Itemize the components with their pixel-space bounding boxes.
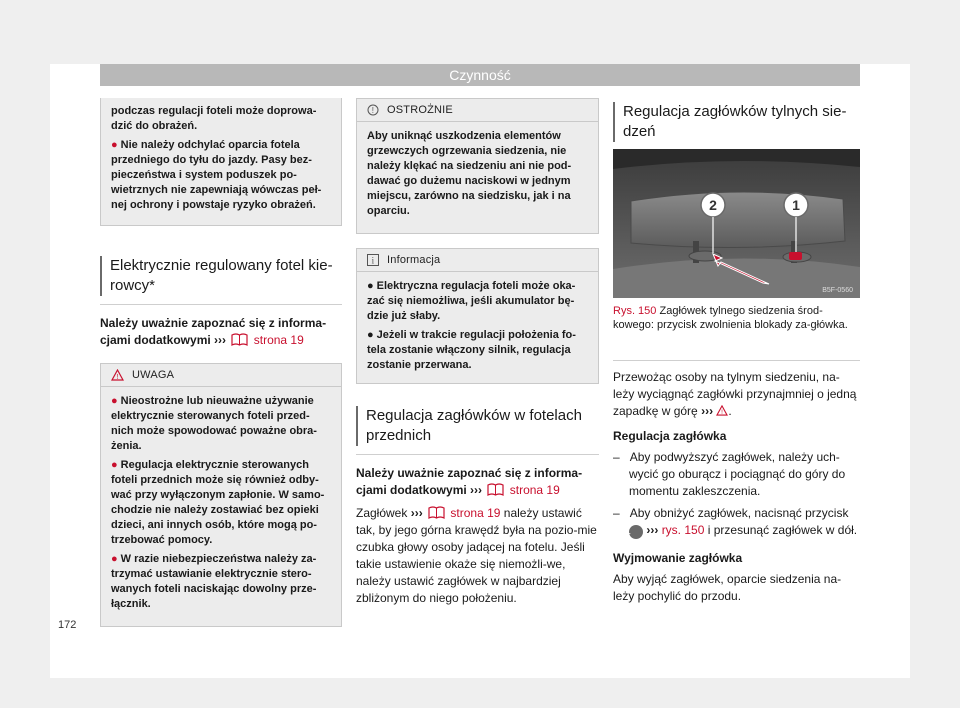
warning-triangle-icon [111,369,124,381]
link-figure-150[interactable]: rys. 150 [661,523,705,537]
caution-title: OSTROŻNIE [387,104,453,116]
info-header [357,249,598,272]
warning-triangle-icon [716,405,728,416]
info-box [356,248,599,384]
warning-continuation-text: podczas regulacji foteli może doprowa- dzić do obrażeń. [111,105,317,132]
warning-bullet: ● Regulacja elektrycznie sterowanych foteli przednich może się również odby-wać przy wyłączonym zapłonie. W samo-chodzie nie należy zostawiać bez opieki dzieci, ani innych osób, które mogą po-trzebować pomocy. [111,459,325,546]
front-headrest-paragraph: Zagłówek ››› strona 19 należy ustawić tak, by jego górna krawędź była na pozio-mie czubka głowy osoby jadącej na fotelu. Jeśli takie ustawienie okaże się niemożli-we, należy ustawić zagłówek w najbardziej zbliżonym do niego położeniu. [356,506,597,605]
figure-code: B5F-0560 [822,287,853,294]
warning-box [100,363,342,627]
figure-caption: Rys. 150 Zagłówek tylnego siedzenia środ-kowego: przycisk zwolnienia blokady za-główka. [613,305,848,331]
link-page-19[interactable]: strona 19 [450,506,501,520]
column-1 [100,98,342,627]
section-title-front-headrests: Regulacja zagłówków w fotelach przednich [356,406,599,446]
warning-continuation-box [100,98,342,226]
section-title-rear-headrests: Regulacja zagłówków tylnych sie- dzeń [613,102,860,142]
book-icon [487,483,504,496]
caption-label: Rys. 150 [613,305,657,317]
column-3-text [613,360,860,605]
svg-text:!: ! [116,373,119,381]
step-raise: – Aby podwyższyć zagłówek, należy uch-wycić go oburącz i pociągnąć do góry do momentu zakleszczenia. [613,450,846,498]
callout-1: 1 [792,197,800,213]
reference-text: Należy uważnie zapoznać się z informa-cjami dodatkowymi ››› strona 19 [100,316,327,347]
page-number: 172 [58,619,77,631]
info-bullet: ● Jeżeli w trakcie regulacji położenia fo-tela zostanie włączony silnik, regulacja zostanie przerwana. [367,329,576,371]
button-1-marker: 1 [629,525,643,539]
subheading-adjust: Regulacja zagłówka [613,429,727,443]
info-icon [367,254,379,266]
callout-2: 2 [709,197,717,213]
caution-box [356,98,599,234]
link-page-19[interactable]: strona 19 [509,483,560,497]
headrest-illustration [613,149,860,298]
warning-bullet: ● W razie niebezpieczeństwa należy za-trzymać ustawianie elektrycznie stero-wanych foteli naciskając dowolny prze-łącznik. [111,553,317,610]
caution-text: Aby uniknąć uszkodzenia elementów grzewczych ogrzewania siedzenia, nie należy klękać na siedzeniu ani nie pod-dawać go dużemu naciskowi w jednym miejscu, zarówno na siedzisku, jak i na oparciu. [367,130,572,217]
remove-paragraph: Aby wyjąć zagłówek, oparcie siedzenia na-leży pochylić do przodu. [613,572,842,603]
caution-header [357,99,598,122]
step-lower: – Aby obniżyć zagłówek, nacisnąć przycisk 1 ››› rys. 150 i przesunąć zagłówek w dół. [613,506,858,537]
warning-title: UWAGA [132,369,175,381]
warning-bullet: ● Nieostrożne lub nieuważne używanie elektrycznie sterowanych foteli przed-nich może spowodować poważne obra-żenia. [111,395,317,452]
warning-header [101,364,341,387]
book-icon [231,333,248,346]
section-title-electric-seat: Elektrycznie regulowany fotel kie- rowcy* [100,256,342,296]
figure-rear-headrest [613,149,860,298]
link-page-19[interactable]: strona 19 [253,333,304,347]
warning-continuation-bullet: ● Nie należy odchylać oparcia fotela przedniego do tyłu do jazdy. Pasy bez-pieczeństwa i system poduszek po-wietrznych nie zapewniają wówczas peł-nej ochrony i powstaje ryzyko obrażeń. [111,139,322,211]
column-3 [613,98,860,142]
column-2 [356,98,599,607]
rear-headrest-intro: Przewożąc osoby na tylnym siedzeniu, na-leży wyciągnąć zagłówki przynajmniej o jedną zapadkę w górę ››› ! . [613,370,857,418]
svg-text:!: ! [371,106,375,115]
book-icon [428,506,445,519]
svg-text:i: i [371,255,375,266]
caution-circle-icon [367,104,379,116]
page-header: Czynność [100,64,860,86]
svg-text:!: ! [721,408,724,416]
info-bullet: ● Elektryczna regulacja foteli może oka-zać się niemożliwa, jeśli akumulator bę-dzie już słaby. [367,280,576,322]
info-title: Informacja [387,254,441,266]
subheading-remove: Wyjmowanie zagłówka [613,551,743,565]
reference-text: Należy uważnie zapoznać się z informa-cjami dodatkowymi ››› strona 19 [356,466,583,497]
